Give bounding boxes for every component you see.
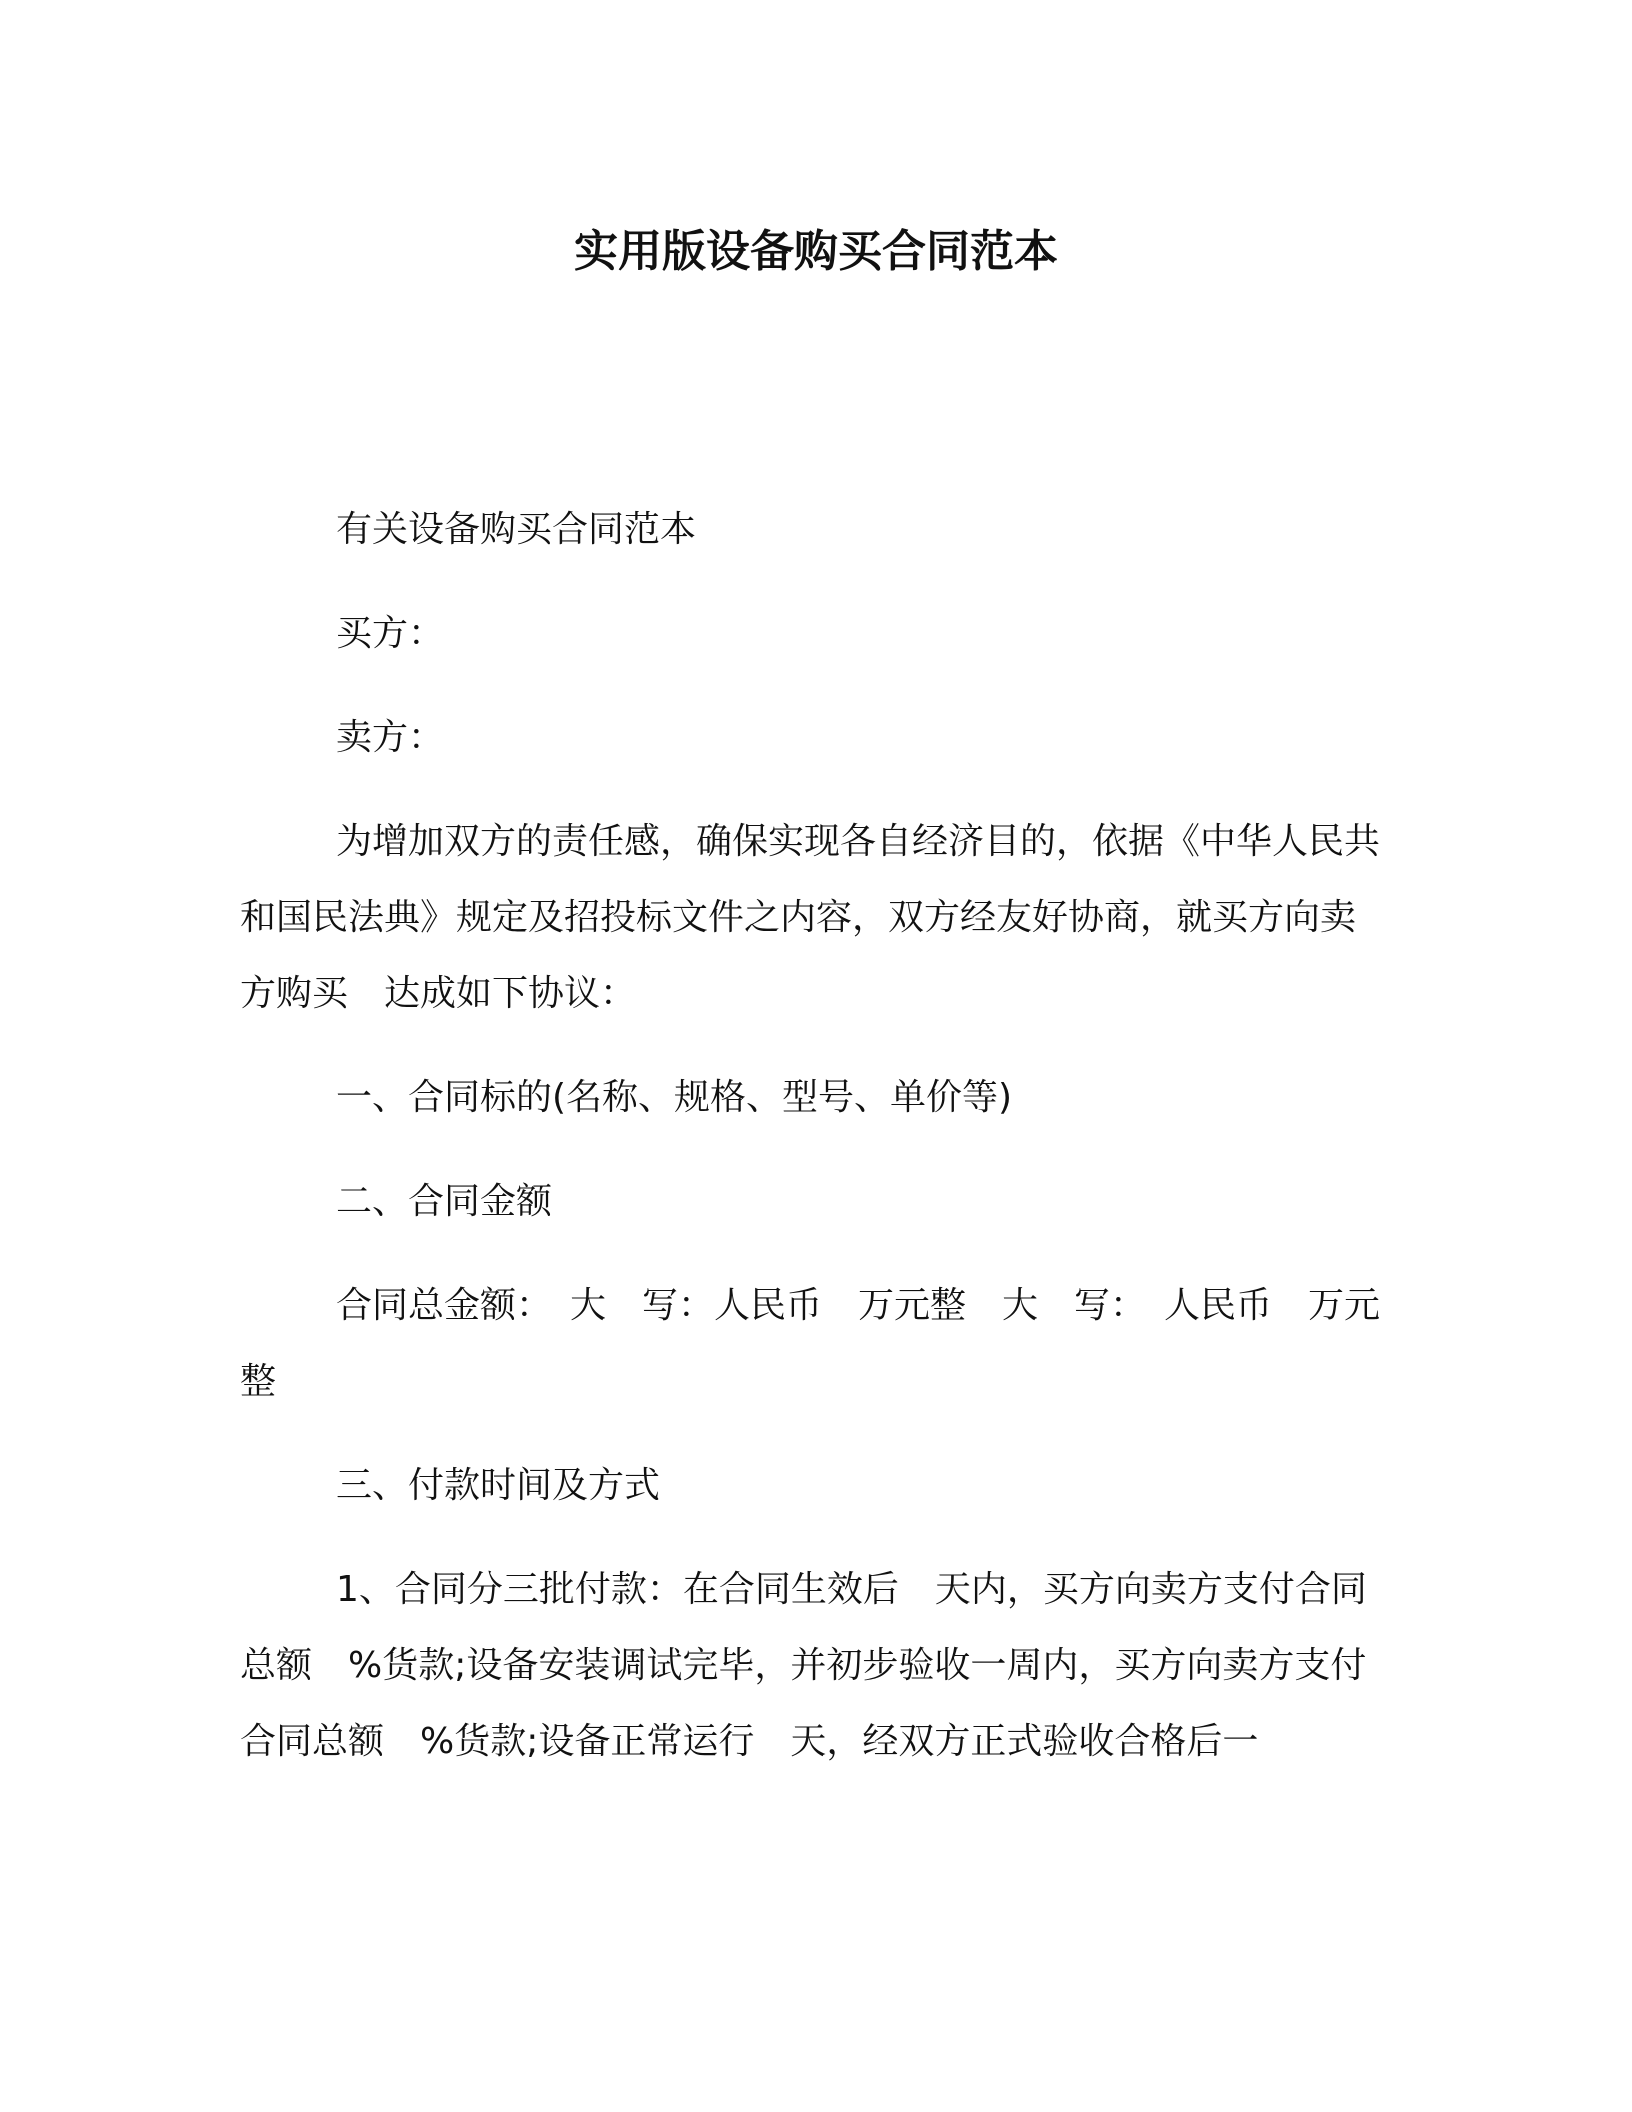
heading-contract-subject: 一、合同标的(名称、规格、型号、单价等) <box>336 1077 1013 1118</box>
paragraph-subtitle: 有关设备购买合同范本 <box>336 509 697 550</box>
paragraph-payment-clause-1: 1、合同分三批付款：在合同生效后 天内，买方向卖方支付合同总额 %货款;设备安装调试完毕，并初步验收一周内，买方向卖方支付合同总额 %货款;设备正常运行 天，经双方正式验收合格后一 <box>240 1569 1367 1762</box>
document-title: 实用版设备购买合同范本 <box>574 226 1058 277</box>
document-body <box>240 492 1380 1808</box>
heading-contract-amount: 二、合同金额 <box>336 1181 553 1222</box>
paragraph-buyer: 买方： <box>336 613 445 654</box>
paragraph-preamble: 为增加双方的责任感，确保实现各自经济目的，依据《中华人民共和国民法典》规定及招投标文件之内容，双方经友好协商，就买方向卖方购买 达成如下协议： <box>240 821 1381 1014</box>
paragraph-seller: 卖方： <box>336 717 445 758</box>
paragraph-total-amount: 合同总金额： 大 写：人民币 万元整 大 写： 人民币 万元整 <box>240 1285 1381 1402</box>
heading-payment-terms: 三、付款时间及方式 <box>336 1465 661 1506</box>
